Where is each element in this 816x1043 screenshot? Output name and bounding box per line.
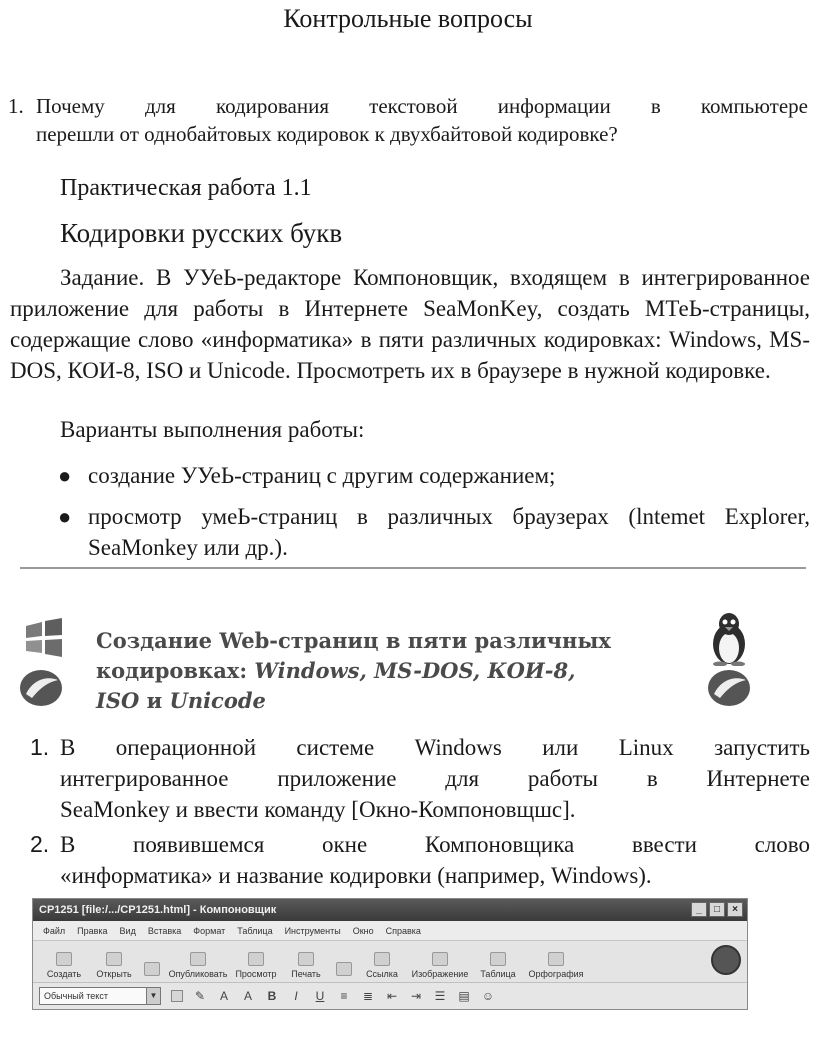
open-icon: [106, 952, 122, 966]
list-item: [58, 460, 810, 491]
menu-edit[interactable]: Правка: [77, 926, 108, 936]
step-line: SeaMonkey и ввести команду [Окно-Компоновщшс].: [60, 797, 576, 822]
insert-icon[interactable]: ▤: [458, 989, 470, 1003]
step-line: «информатика» и название кодировки (например, Windows).: [60, 863, 652, 888]
open-button[interactable]: Открыть: [89, 952, 139, 979]
windows-logo-icon: [22, 618, 66, 658]
spell-button[interactable]: [331, 962, 357, 979]
menu-insert[interactable]: Вставка: [147, 926, 182, 936]
steps-list: [30, 732, 810, 895]
table-icon: [490, 952, 506, 966]
spelling-button[interactable]: Орфография: [523, 952, 589, 979]
practical-subtitle: Кодировки русских букв: [60, 218, 343, 248]
question-number: 1.: [8, 94, 24, 118]
menu-window[interactable]: Окно: [352, 926, 374, 936]
section-heading-unicode: Unicode: [169, 688, 266, 713]
throbber-icon: [711, 945, 741, 975]
section-heading-iso: ISO: [96, 688, 140, 713]
new-icon: [56, 952, 72, 966]
spelling-icon: [548, 952, 564, 966]
emoticon-icon[interactable]: ☺: [481, 989, 495, 1003]
minimize-button[interactable]: _: [691, 902, 707, 917]
section-heading-and: и: [139, 688, 170, 713]
publish-button[interactable]: Опубликовать: [165, 952, 231, 979]
menu-view[interactable]: Вид: [119, 926, 136, 936]
font-smaller-icon[interactable]: A: [219, 989, 228, 1003]
indent-icon[interactable]: ⇥: [410, 989, 422, 1003]
window-controls: [691, 902, 743, 917]
print-button[interactable]: Печать: [281, 952, 331, 979]
image-icon: [432, 952, 448, 966]
italic-button[interactable]: I: [294, 989, 298, 1003]
publish-icon: [190, 952, 206, 966]
section-heading-text: Создание Web-страниц в пяти различных кодировках:: [96, 628, 611, 683]
step-line: В появившемся окне Компоновщика ввести слово: [60, 832, 810, 857]
menu-tools[interactable]: Инструменты: [284, 926, 341, 936]
highlight-icon[interactable]: ✎: [194, 989, 206, 1003]
maximize-button[interactable]: □: [709, 902, 725, 917]
menu-bar: [33, 921, 747, 941]
linux-tux-icon: [706, 612, 752, 666]
outdent-icon[interactable]: ⇤: [386, 989, 398, 1003]
bullet-list-icon[interactable]: ≡: [340, 989, 348, 1003]
save-button[interactable]: [139, 962, 165, 979]
list-item-text: просмотр умеЬ-страниц в различных браузерах (lntemet Explorer, SeaMonkey или др.).: [88, 504, 810, 560]
link-icon: [374, 952, 390, 966]
text-color-icon[interactable]: [171, 990, 183, 1002]
chevron-down-icon: ▼: [146, 988, 160, 1004]
bullet-icon: ●: [58, 463, 72, 488]
menu-table[interactable]: Таблица: [237, 926, 273, 936]
link-button[interactable]: Ссылка: [357, 952, 407, 979]
step-number: 2.: [30, 831, 50, 857]
window-title: CP1251 [file:/.../CP1251.html] - Компоновщик: [39, 904, 277, 916]
seamonkey-logo-icon: [706, 668, 752, 708]
window-titlebar: [33, 899, 747, 921]
format-toolbar: [33, 983, 747, 1009]
close-button[interactable]: ×: [727, 902, 743, 917]
spell-icon: [336, 962, 352, 976]
list-item: [30, 829, 810, 891]
question-line-2: перешли от однобайтовых кодировок к двухбайтовой кодировке?: [36, 122, 618, 146]
control-question: [8, 92, 808, 148]
image-button[interactable]: Изображение: [407, 952, 473, 979]
menu-file[interactable]: Файл: [43, 926, 66, 936]
underline-button[interactable]: U: [315, 989, 325, 1003]
task-paragraph: Задание. В УУеЬ-редакторе Компоновщик, входящем в интегрированное приложение для работы в Интернете SeaMonKey, создать МТеЬ-страницы, содержащие слово «информатика» в пяти различных кодировках: Windows, MS-DOS, КОИ-8, ISO и Unicode. Просмотреть их в браузере в нужной кодировке.: [10, 265, 810, 383]
step-line: интегрированное приложение для работы в Интернете: [60, 766, 810, 791]
print-icon: [298, 952, 314, 966]
bullet-icon: ●: [58, 504, 72, 529]
variants-label: Варианты выполнения работы:: [60, 417, 365, 442]
new-button[interactable]: Создать: [39, 952, 89, 979]
preview-button[interactable]: Просмотр: [231, 952, 281, 979]
question-text: [36, 92, 808, 148]
section-heading: [96, 626, 676, 716]
composer-window-screenshot: [32, 898, 748, 1010]
list-item-text: создание УУеЬ-страниц с другим содержанием;: [88, 463, 556, 488]
bold-button[interactable]: B: [267, 989, 277, 1003]
step-number: 1.: [30, 734, 50, 760]
paragraph-style-select[interactable]: Обычный текст ▼: [39, 987, 161, 1005]
page-title: Контрольные вопросы: [283, 4, 533, 33]
section-heading-encodings: Windows, MS-DOS, КОИ-8,: [254, 658, 576, 683]
main-toolbar: [33, 941, 747, 983]
preview-icon: [248, 952, 264, 966]
step-line: В операционной системе Windows или Linux запустить: [60, 735, 810, 760]
save-icon: [144, 962, 160, 976]
menu-help[interactable]: Справка: [385, 926, 421, 936]
question-line-1: Почему для кодирования текстовой информации в компьютере: [36, 94, 808, 118]
practical-title: Практическая работа 1.1: [60, 175, 312, 201]
menu-format[interactable]: Формат: [193, 926, 226, 936]
list-item: [58, 501, 810, 563]
divider: [20, 567, 806, 569]
list-item: [30, 732, 810, 825]
table-button[interactable]: Таблица: [473, 952, 523, 979]
align-icon[interactable]: ☰: [434, 989, 446, 1003]
font-larger-icon[interactable]: A: [243, 989, 252, 1003]
numbered-list-icon[interactable]: ≣: [362, 989, 374, 1003]
seamonkey-logo-icon: [18, 668, 64, 708]
variants-list: [58, 460, 810, 573]
